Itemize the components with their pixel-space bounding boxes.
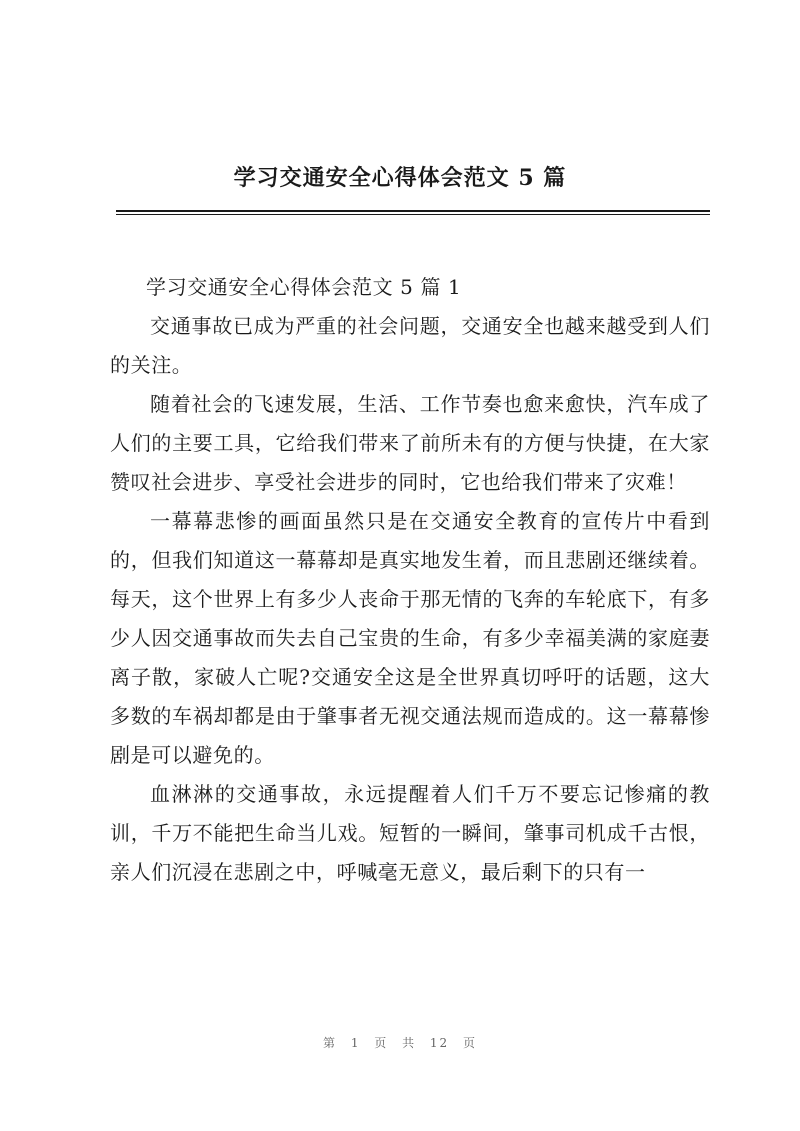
document-title: 学习交通安全心得体会范文 5 篇 — [233, 165, 567, 191]
page-footer: 第 1 页 共 12 页 — [323, 1036, 477, 1050]
paragraph-2: 随着社会的飞速发展，生活、工作节奏也愈来愈快，汽车成了人们的主要工具，它给我们带来了前所未有的方便与快捷，在大家赞叹社会进步、享受社会进步的同时，它也给我们带来了灾难！ — [110, 392, 710, 494]
title-underline-thin — [116, 214, 710, 215]
section-heading: 学习交通安全心得体会范文 5 篇 1 — [146, 275, 462, 299]
title-underline-thick — [116, 210, 710, 212]
paragraph-3: 一幕幕悲惨的画面虽然只是在交通安全教育的宣传片中看到的，但我们知道这一幕幕却是真实地发生着，而且悲剧还继续着。每天，这个世界上有多少人丧命于那无情的飞奔的车轮底下，有多少人因交通事故而失去自己宝贵的生命，有多少幸福美满的家庭妻离子散，家破人亡呢?交通安全这是全世界真切呼吁的话题，这大多数的车祸却都是由于肇事者无视交通法规而造成的。这一幕幕惨剧是可以避免的。 — [110, 509, 710, 767]
document-body — [110, 268, 710, 892]
paragraph-1: 交通事故已成为严重的社会问题，交通安全也越来越受到人们的关注。 — [110, 314, 710, 377]
paragraph-4: 血淋淋的交通事故，永远提醒着人们千万不要忘记惨痛的教训，千万不能把生命当儿戏。短暂的一瞬间，肇事司机成千古恨，亲人们沉浸在悲剧之中，呼喊毫无意义，最后剩下的只有一 — [110, 782, 710, 884]
